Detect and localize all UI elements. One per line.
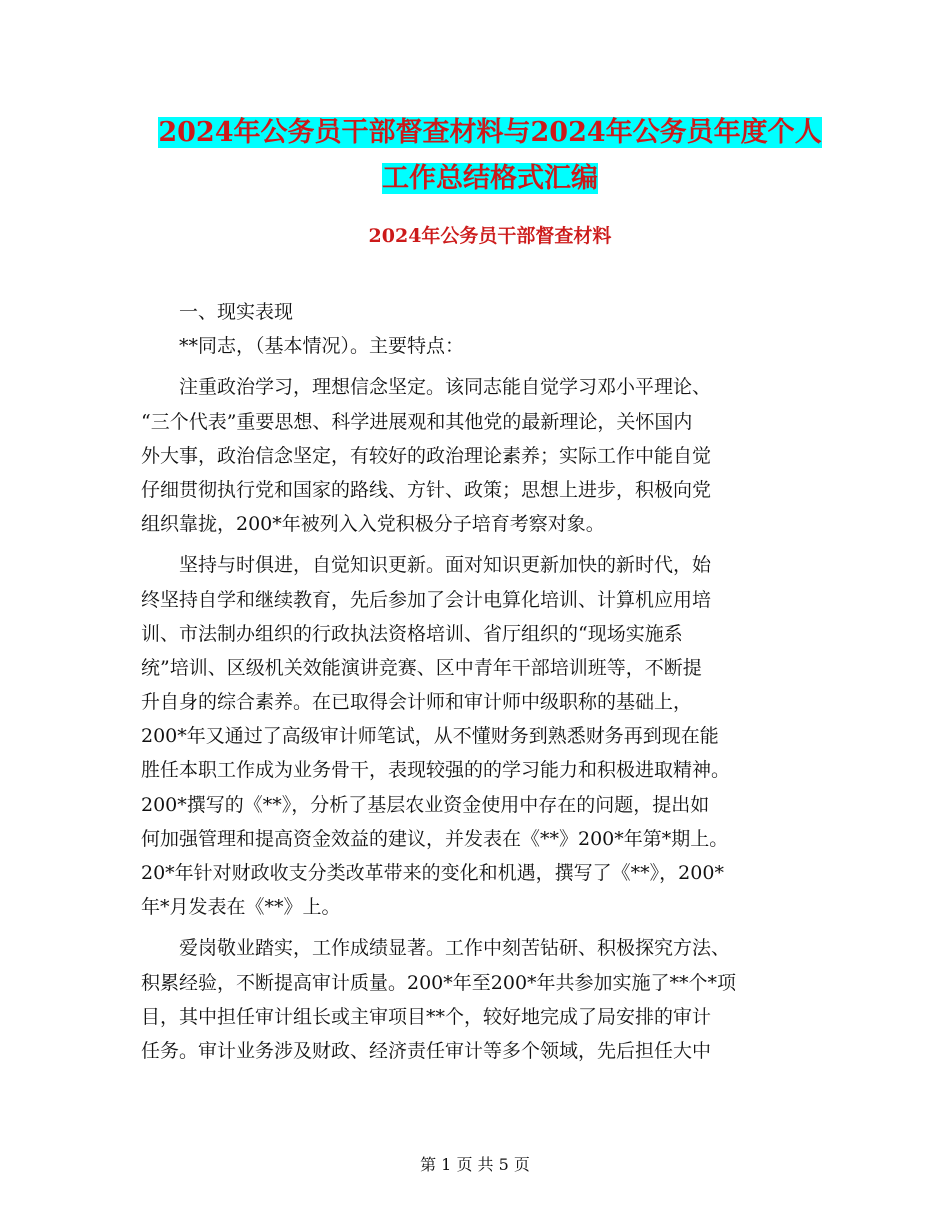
paragraph — [141, 329, 806, 363]
text-line: 年*月发表在《**》上。 — [141, 896, 341, 919]
text-line: 胜任本职工作成为业务骨干，表现较强的的学习能力和积极进取精神。 — [141, 759, 731, 782]
document-title-line-2: 工作总结格式汇编 — [382, 163, 598, 194]
paragraph — [141, 931, 806, 1068]
text-line: 组织靠拢，200*年被列入入党积极分子培育考察对象。 — [141, 513, 605, 536]
text-line: 爱岗敬业踏实，工作成绩显著。工作中刻苦钻研、积极探究方法、 — [141, 937, 731, 960]
paragraph — [141, 295, 806, 329]
paragraph — [141, 548, 806, 924]
text-line: 200*撰写的《**》，分析了基层农业资金使用中存在的问题，提出如 — [141, 793, 710, 816]
text-line: 外大事，政治信念坚定，有较好的政治理论素养；实际工作中能自觉 — [141, 444, 712, 467]
text-line: 升自身的综合素养。在已取得会计师和审计师中级职称的基础上， — [141, 691, 693, 714]
text-line: 200*年又通过了高级审计师笔试，从不懂财务到熟悉财务再到现在能 — [141, 725, 719, 748]
text-line: 何加强管理和提高资金效益的建议，并发表在《**》200*年第*期上。 — [141, 827, 729, 850]
text-line: 坚持与时俱进，自觉知识更新。面对知识更新加快的新时代，始 — [141, 554, 712, 577]
text-line: “三个代表”重要思想、科学进展观和其他党的最新理论，关怀国内 — [141, 410, 693, 433]
text-line: 积累经验，不断提高审计质量。200*年至200*年共参加实施了**个*项 — [141, 971, 737, 994]
text-line: 20*年针对财政收支分类改革带来的变化和机遇，撰写了《**》，200* — [141, 862, 724, 884]
text-line: 注重政治学习，理想信念坚定。该同志能自觉学习邓小平理论、 — [141, 376, 712, 399]
text-line: 一、现实表现 — [141, 301, 294, 323]
text-line: 任务。审计业务涉及财政、经济责任审计等多个领域，先后担任大中 — [141, 1039, 712, 1062]
text-line: 统”培训、区级机关效能演讲竞赛、区中青年干部培训班等，不断提 — [141, 656, 702, 679]
text-line: **同志，（基本情况）。主要特点： — [141, 335, 465, 358]
document-title-line-1: 2024年公务员干部督查材料与2024年公务员年度个人 — [158, 117, 822, 148]
text-line: 目，其中担任审计组长或主审项目**个，较好地完成了局安排的审计 — [141, 1005, 712, 1028]
section-title: 2024年公务员干部督查材料 — [368, 225, 612, 247]
paragraph-gap — [141, 924, 806, 931]
text-line: 终坚持自学和继续教育，先后参加了会计电算化培训、计算机应用培 — [141, 588, 712, 611]
page-footer: 第 1 页 共 5 页 — [420, 1155, 530, 1174]
paragraph — [141, 370, 806, 541]
document-title — [140, 110, 840, 202]
text-line: 训、市法制办组织的行政执法资格培训、省厅组织的“现场实施系 — [141, 622, 683, 645]
text-line: 仔细贯彻执行党和国家的路线、方针、政策；思想上进步，积极向党 — [141, 478, 712, 501]
paragraph-gap — [141, 541, 806, 548]
paragraph-gap — [141, 363, 806, 370]
document-body — [141, 295, 806, 1068]
